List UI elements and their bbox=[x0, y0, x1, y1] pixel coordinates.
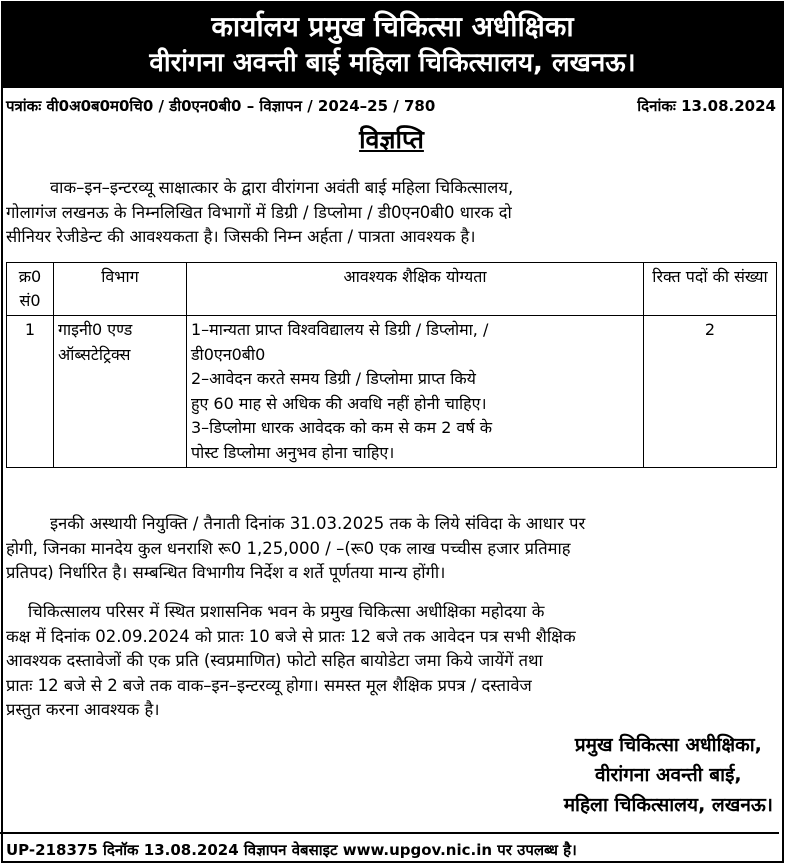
cell-department: गाइनी0 एण्ड ऑब्सटेट्रिक्स bbox=[54, 316, 187, 468]
interview-paragraph: चिकित्सालय परिसर में स्थित प्रशासनिक भवन के प्रमुख चिकित्सा अधीक्षिका महोदया के कक्ष में दिनांक 02.09.2024 को प्रातः 10 बजे से प्रातः 12 बजे तक आवेदन पत्र सभी शैक्षिक आवश्यक दस्तावेजों की एक प्रति (स्वप्रमाणित) फोटो सहित बायोडेटा जमा किये जायेंगें तथा प्रातः 12 बजे से 2 बजे तक वाक–इन–इन्टरव्यू होगा। समस्त मूल शैक्षिक प्रपत्र / दस्तावेज प्रस्तुत करना आवश्यक है। bbox=[6, 602, 576, 719]
terms-paragraph: इनकी अस्थायी नियुक्ति / तैनाती दिनांक 31.03.2025 तक के लिये संविदा के आधार पर होगी, जिनका मानदेय कुल धनराशि रू0 1,25,000 / –(रू0 एक लाख पच्चीस हजार प्रतिमाह प्रतिपद) निर्धारित है। सम्बन्धित विभागीय निर्देश व शर्ते पूर्णतया मान्य होंगी। bbox=[6, 514, 586, 582]
reference-date: दिनांकः 13.08.2024 bbox=[637, 97, 776, 115]
table-row bbox=[7, 316, 777, 468]
office-header bbox=[3, 3, 782, 88]
reference-number: पत्रांकः वी0अ0ब0म0चि0 / डी0एन0बी0 – विज्ञापन / 2024–25 / 780 bbox=[6, 97, 436, 115]
header-sno: क्र0 सं0 bbox=[7, 263, 54, 316]
cell-posts: 2 bbox=[644, 316, 777, 468]
header-qualification: आवश्यक शैक्षिक योग्यता bbox=[187, 263, 644, 316]
signature-block: प्रमुख चिकित्सा अधीक्षिका, वीरांगना अवन्ती बाई, महिला चिकित्सालय, लखनऊ। bbox=[563, 734, 773, 816]
notice-title: विज्ञप्ति bbox=[359, 125, 424, 154]
cell-qualification: 1–मान्यता प्राप्त विश्वविद्यालय से डिग्री / डिप्लोमा, / डी0एन0बी0 2–आवेदन करते समय डिग्री / डिप्लोमा प्राप्त किये हुए 60 माह से अधिक की अवधि नहीं होनी चाहिए। 3–डिप्लोमा धारक आवेदक को कम से कम 2 वर्ष के पोस्ट डिप्लोमा अनुभव होना चाहिए। bbox=[187, 316, 644, 468]
office-title: कार्यालय प्रमुख चिकित्सा अधीक्षिका bbox=[211, 10, 574, 43]
header-posts: रिक्त पदों की संख्या bbox=[644, 263, 777, 316]
cell-sno: 1 bbox=[7, 316, 54, 468]
reference-line bbox=[6, 96, 776, 116]
footer-note: UP-218375 दिनॉक 13.08.2024 विज्ञापन वेबसाइट www.upgov.nic.in पर उपलब्ध है। bbox=[0, 832, 779, 866]
vacancy-table bbox=[6, 262, 777, 468]
header-department: विभाग bbox=[54, 263, 187, 316]
intro-paragraph: वाक–इन–इन्टरव्यू साक्षात्कार के द्वारा वीरांगना अवंती बाई महिला चिकित्सालय, गोलागंज लखनऊ के निम्नलिखित विभागों में डिग्री / डिप्लोमा / डी0एन0बी0 धारक दो सीनियर रेजीडेन्ट की आवश्यकता है। जिसकी निम्न अर्हता / पात्रता आवश्यक है। bbox=[6, 178, 514, 246]
hospital-title: वीरांगना अवन्ती बाई महिला चिकित्सालय, लखनऊ। bbox=[149, 48, 636, 78]
